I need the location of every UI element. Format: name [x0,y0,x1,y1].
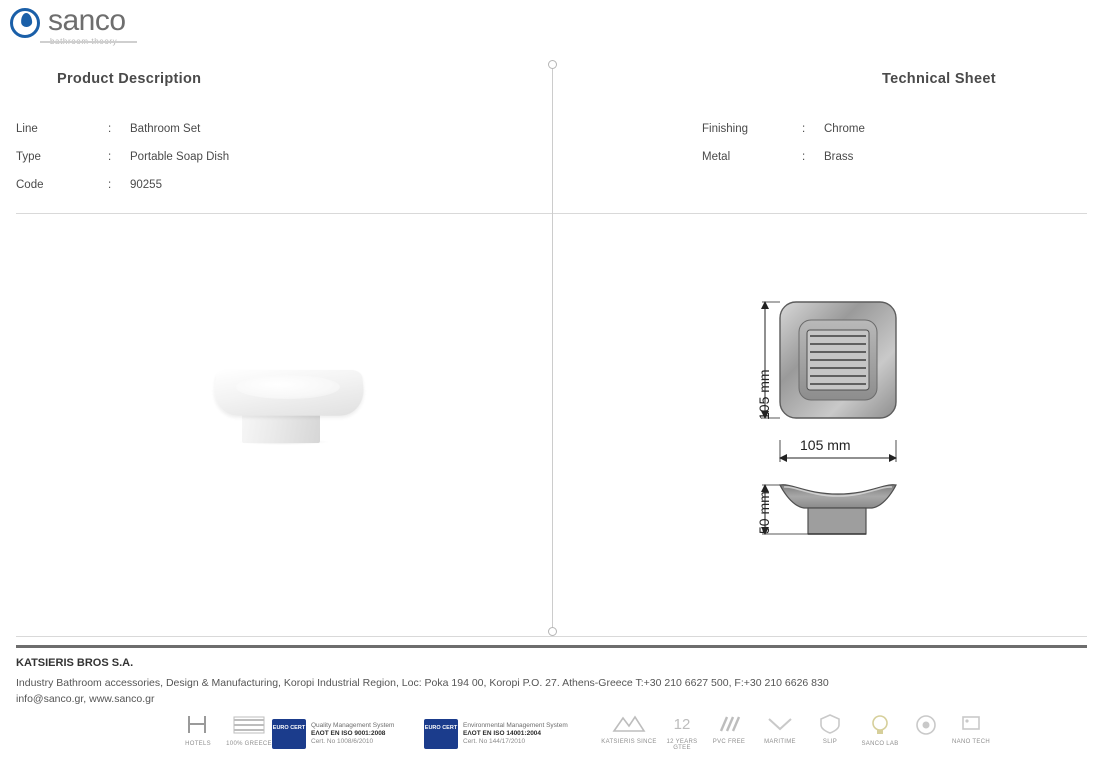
dimension-height-105: 105 mm [756,369,772,420]
nano-icon [957,713,985,735]
badge-iso9001 [272,719,394,749]
badge-anti-slip [808,713,852,763]
cert-line-2: EΛOT EN ISO 14001:2004 [463,730,542,737]
water-drop-in-ring-icon [8,4,44,42]
badge-caption: NANO TECH [952,739,990,745]
badge-nano [946,713,996,763]
spec-separator: : [108,179,112,191]
technical-sheet-table [702,123,865,179]
dimension-width-105: 105 mm [800,437,851,453]
cert-line-3: Cert. No 144/17/2010 [463,738,526,745]
badge-sanco-lab [854,713,906,763]
badge-pvc-free [706,713,752,763]
dimension-drawings-svg [700,280,1040,550]
spec-separator: : [108,123,112,135]
svg-text:12: 12 [673,716,691,733]
spec-key: Type [16,151,41,163]
badge-maritime [756,713,804,763]
table-row [16,179,229,207]
eurocert-seal-icon [424,719,458,749]
eurocert-seal-icon [272,719,306,749]
three-slashes-icon [715,713,743,735]
table-row [702,151,865,179]
badge-katsieris-since [601,713,657,763]
badge-iso14001 [424,719,568,749]
badge-caption: SANCO LAB [861,741,899,747]
fold-dot-bottom [548,627,557,636]
shield-icon [818,713,842,735]
badge-caption: HOTELS [185,741,211,747]
seal-label: EURO CERT [424,725,458,731]
recycle-icon [913,713,939,737]
badge-caption: PVC FREE [712,739,746,745]
twelve-years-icon [667,713,697,735]
footer-rule [16,645,1087,648]
product-description-table [16,123,229,207]
badge-caption: SLIP [822,739,838,745]
certification-badges [16,713,1087,768]
badge-caption: MARITIME [764,739,796,745]
anchor-icon [765,713,795,735]
badge-caption: KATSIERIS SINCE [601,739,657,745]
brand-logo [8,4,126,46]
address-line: Industry Bathroom accessories, Design & Manufacturing, Koropi Industrial Region, Loc: Poka 194 00, Koropi P.O. 27. Athens-Greece T:+30 210 6627 500, F:+30 210 6626 830 [16,677,829,689]
center-fold-line [552,64,553,634]
greek-flag-icon [232,713,266,737]
cert-line-1: Environmental Management System [463,722,568,729]
spec-value: Brass [824,151,854,163]
spec-key: Metal [702,151,731,163]
contact-line: info@sanco.gr, www.sanco.gr [16,693,155,705]
product-photo [196,355,386,465]
spec-key: Line [16,123,38,135]
badge-caption: 100% GREECE [226,741,272,747]
spec-value: 90255 [130,179,162,191]
table-row [16,123,229,151]
mountain-icon [612,713,646,735]
technical-sheet-title: Technical Sheet [882,71,996,87]
spec-value: Bathroom Set [130,123,201,135]
company-address [16,675,829,707]
product-description-title: Product Description [57,71,202,87]
lightbulb-icon [865,713,895,737]
badge-recycle [906,713,946,763]
badge-hotels [174,713,222,763]
badge-caption: 12 YEARS GTEE [666,739,698,751]
cert-line-3: Cert. No 1008/6/2010 [311,738,374,745]
company-name: KATSIERIS BROS S.A. [16,657,134,669]
fold-dot-top [548,60,557,69]
spec-value: Portable Soap Dish [130,151,230,163]
spec-separator: : [802,151,806,163]
dimension-height-50: 50 mm [756,491,772,534]
spec-separator: : [802,123,806,135]
badge-12-years [659,713,705,763]
cert-line-2: EΛOT EN ISO 9001:2008 [311,730,386,737]
brand-name: sanco [48,4,126,37]
spec-key: Code [16,179,44,191]
hotel-bed-icon [185,713,211,737]
spec-value: Chrome [824,123,865,135]
technical-drawings [700,280,1040,550]
spec-separator: : [108,151,112,163]
brand-text [48,6,126,46]
table-row [702,123,865,151]
cert-line-1: Quality Management System [311,722,395,729]
divider-bottom [16,636,1087,637]
spec-key: Finishing [702,123,749,135]
seal-label: EURO CERT [272,725,306,731]
badge-made-in-greece [224,713,274,763]
table-row [16,151,229,179]
brand-underline [40,41,137,43]
